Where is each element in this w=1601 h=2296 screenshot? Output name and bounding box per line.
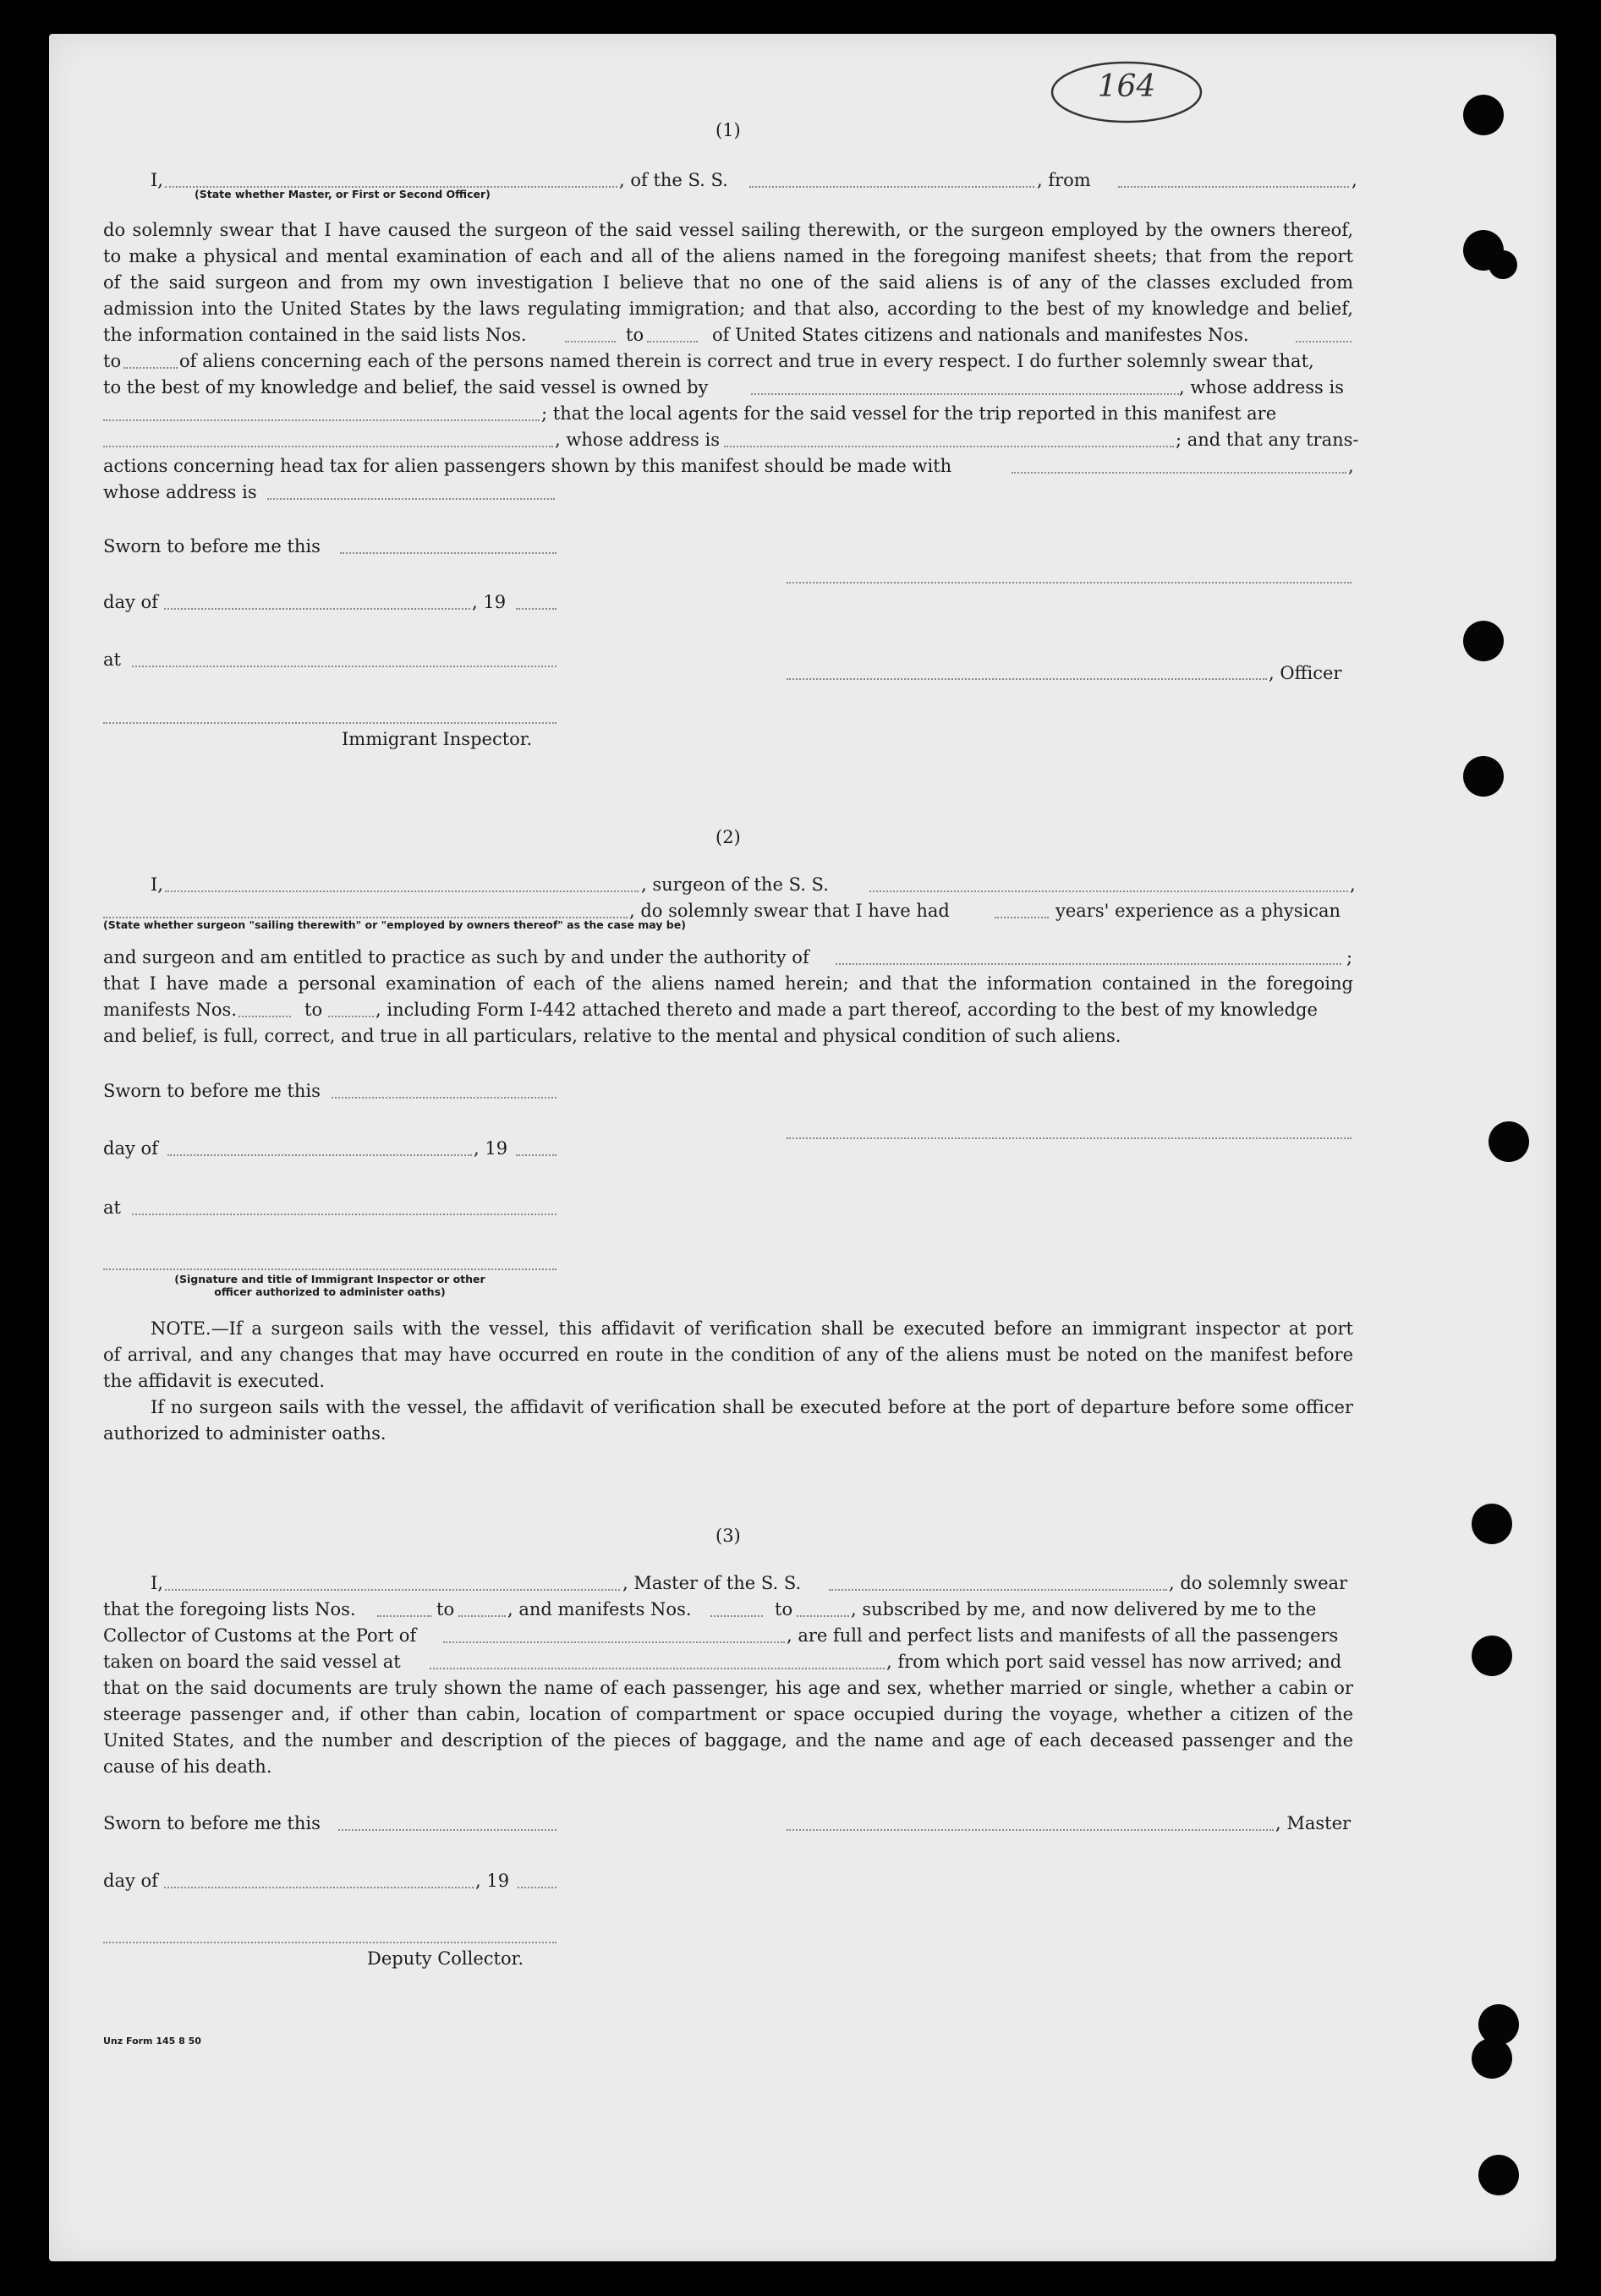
- s3-day-field: [164, 1887, 474, 1888]
- s3-day-of: day of: [103, 1871, 158, 1891]
- punch-hole: [1463, 95, 1504, 135]
- s1-year-field: [516, 608, 557, 610]
- s2-l1-i: I,: [151, 874, 163, 895]
- s1-sworn-field: [340, 552, 557, 554]
- s2-manifests-from-field: [239, 1016, 291, 1017]
- s3-l3-a: Collector of Customs at the Port of: [103, 1625, 417, 1646]
- s1-l8-b: , whose address is: [1179, 377, 1344, 397]
- s3-master: , Master: [1275, 1813, 1352, 1833]
- stamp-number: 164: [1097, 69, 1156, 104]
- s2-l5-b: to: [304, 1000, 323, 1020]
- s1-body-3: admission into the United States by the laws regulating immigration; and that also, according to the best of my knowledge and belief,: [103, 299, 1353, 319]
- s2-l2-b: years' experience as a physican: [1055, 901, 1341, 921]
- s3-lists-to-field: [458, 1615, 506, 1617]
- s3-collector-signature-field: [103, 1942, 557, 1943]
- s2-sig-note-2: officer authorized to administer oaths): [214, 1285, 446, 1298]
- s1-l11-a: actions concerning head tax for alien passengers shown by this manifest should be made with: [103, 456, 952, 476]
- s1-day-of: day of: [103, 592, 158, 612]
- manifests-nos-field: [1296, 341, 1352, 342]
- s2-l2-a: , do solemnly swear that I have had: [629, 901, 950, 921]
- s1-officer: , Officer: [1269, 663, 1342, 683]
- s1-at-field: [132, 666, 557, 667]
- s1-l7-a: to: [103, 351, 122, 371]
- note-line-2: the affidavit is executed.: [103, 1371, 326, 1391]
- s2-l1-surgeon: , surgeon of the S. S.: [641, 874, 829, 895]
- s3-manifests-from-field: [710, 1615, 763, 1617]
- s2-l5-c: , including Form I-442 attached thereto and made a part thereof, according to the best of my knowledge: [376, 1000, 1318, 1020]
- s3-master-signature-field: [787, 1829, 1274, 1831]
- master-officer-note: (State whether Master, or First or Second Officer): [195, 188, 491, 200]
- s2-nineteen: , 19: [474, 1138, 508, 1159]
- s1-sworn: Sworn to before me this: [103, 536, 321, 556]
- s3-l3-b: , are full and perfect lists and manifests of all the passengers: [787, 1625, 1339, 1646]
- s1-l6-c: of United States citizens and nationals and manifestes Nos.: [712, 325, 1249, 345]
- s2-sig-note-1: (Signature and title of Immigrant Inspector or other: [174, 1273, 485, 1285]
- s3-body-1: steerage passenger and, if other than cabin, location of compartment or space occupied during the voyage, whether a citizen of the: [103, 1704, 1353, 1724]
- s3-body-0: that on the said documents are truly shown the name of each passenger, his age and sex, whether married or single, whether a cabin or: [103, 1678, 1353, 1698]
- s1-l11-b: ,: [1348, 456, 1354, 476]
- s3-collector: Deputy Collector.: [367, 1948, 524, 1969]
- s1-l1-i: I,: [151, 170, 163, 190]
- s1-at: at: [103, 649, 121, 670]
- agents-field: [103, 446, 553, 447]
- s1-l7-b: of aliens concerning each of the persons named therein is correct and true in every respect. I do further solemnly swear that,: [179, 351, 1314, 371]
- s1-body-1: to make a physical and mental examination of each and all of the aliens named in the foregoing manifest sheets; that from the report: [103, 246, 1353, 266]
- s2-ship-name-field: [869, 890, 1348, 892]
- s1-l9-a: ; that the local agents for the said vessel for the trip reported in this manifest are: [541, 403, 1277, 424]
- s2-l3-a: and surgeon and am entitled to practice as such by and under the authority of: [103, 947, 809, 967]
- punch-hole: [1463, 756, 1504, 797]
- years-experience-field: [995, 917, 1049, 918]
- s2-at: at: [103, 1197, 121, 1218]
- head-tax-field: [1012, 472, 1346, 474]
- section-2-number: (2): [716, 827, 741, 847]
- note2-line-0: If no surgeon sails with the vessel, the affidavit of verification shall be executed before at the port of departure before some officer: [151, 1397, 1353, 1417]
- punch-hole: [1463, 621, 1504, 661]
- s3-l2-a: that the foregoing lists Nos.: [103, 1599, 356, 1619]
- s3-l1-master: , Master of the S. S.: [622, 1573, 802, 1593]
- s3-master-name-field: [165, 1589, 620, 1591]
- manifests-to-field: [123, 367, 178, 369]
- s2-l6: and belief, is full, correct, and true in all particulars, relative to the mental and physical condition of such aliens.: [103, 1026, 1121, 1046]
- s1-l8-a: to the best of my knowledge and belief, the said vessel is owned by: [103, 377, 709, 397]
- s1-body-0: do solemnly swear that I have caused the surgeon of the said vessel sailing therewith, or the surgeon employed by the owners thereof,: [103, 220, 1353, 240]
- note-line-0: NOTE.—If a surgeon sails with the vessel, this affidavit of verification shall be executed before an immigrant inspector at port: [151, 1318, 1353, 1339]
- punch-hole: [1489, 1121, 1529, 1162]
- punch-hole: [1489, 250, 1517, 279]
- s3-lists-from-field: [377, 1615, 431, 1617]
- s3-l2-d: to: [775, 1599, 793, 1619]
- form-footer: Unz Form 145 8 50: [103, 2036, 201, 2047]
- s1-l1-from: , from: [1037, 170, 1091, 190]
- note-line-1: of arrival, and any changes that may have occurred en route in the condition of any of the aliens must be noted on the manifest before: [103, 1345, 1353, 1365]
- punch-hole: [1472, 1636, 1512, 1676]
- s1-l6-a: the information contained in the said lists Nos.: [103, 325, 527, 345]
- lists-nos-from-field: [565, 341, 616, 342]
- s3-l4-b: , from which port said vessel has now arrived; and: [886, 1652, 1342, 1672]
- s3-sworn-field: [338, 1829, 557, 1831]
- ship-name-field: [749, 186, 1034, 188]
- from-port-field: [1118, 186, 1349, 188]
- authority-field: [836, 963, 1341, 965]
- s1-l1-ss: , of the S. S.: [619, 170, 728, 190]
- s2-l5-a: manifests Nos.: [103, 1000, 238, 1020]
- s3-manifests-to-field: [797, 1615, 849, 1617]
- port-field: [443, 1641, 785, 1643]
- s3-nineteen: , 19: [475, 1871, 510, 1891]
- s1-inspector-signature-field: [103, 722, 557, 724]
- s2-sworn-field: [332, 1097, 557, 1099]
- s3-l1-i: I,: [151, 1573, 163, 1593]
- s1-l1-end: ,: [1352, 170, 1357, 190]
- s1-nineteen: , 19: [472, 592, 507, 612]
- punch-hole: [1478, 2155, 1519, 2195]
- section-3-number: (3): [716, 1526, 741, 1546]
- owner-address-field: [103, 419, 540, 421]
- s2-l4: that I have made a personal examination of each of the aliens named herein; and that the information contained in the foregoing: [103, 973, 1353, 994]
- s1-officer-field: [787, 678, 1267, 680]
- s1-officer-signature-top: [787, 582, 1352, 584]
- s3-l8: cause of his death.: [103, 1756, 272, 1777]
- s2-l3-b: ;: [1346, 947, 1353, 967]
- boarding-port-field: [430, 1668, 885, 1669]
- s1-l10-a: , whose address is: [555, 430, 720, 450]
- s3-ship-name-field: [829, 1589, 1167, 1591]
- s1-body-2: of the said surgeon and from my own investigation I believe that no one of the said aliens is of any of the classes excluded from: [103, 272, 1353, 293]
- s3-l1-end: , do solemnly swear: [1169, 1573, 1348, 1593]
- s2-inspector-signature-field: [103, 1269, 557, 1270]
- s3-l4-a: taken on board the said vessel at: [103, 1652, 401, 1672]
- s1-inspector: Immigrant Inspector.: [342, 729, 533, 749]
- owner-field: [751, 393, 1179, 395]
- s3-sworn: Sworn to before me this: [103, 1813, 321, 1833]
- s3-year-field: [518, 1887, 557, 1888]
- surgeon-type-note: (State whether surgeon "sailing therewith" or "employed by owners thereof" as the case may be): [103, 918, 686, 931]
- s2-day-of: day of: [103, 1138, 158, 1159]
- s1-l10-b: ; and that any trans-: [1176, 430, 1359, 450]
- lists-nos-to-field: [647, 341, 698, 342]
- s2-surgeon-signature-field: [787, 1137, 1352, 1139]
- s3-body-2: United States, and the number and description of the pieces of baggage, and the name and age of each deceased passenger and the: [103, 1730, 1353, 1751]
- s2-day-field: [167, 1154, 472, 1156]
- s2-at-field: [132, 1214, 557, 1215]
- s2-manifests-to-field: [328, 1016, 374, 1017]
- s3-l2-c: , and manifests Nos.: [507, 1599, 692, 1619]
- punch-hole: [1472, 1504, 1512, 1544]
- punch-hole: [1472, 2038, 1512, 2079]
- s1-l6-b: to: [626, 325, 644, 345]
- s2-sworn: Sworn to before me this: [103, 1081, 321, 1101]
- s1-l12-a: whose address is: [103, 482, 257, 502]
- page-number-stamp: [1047, 58, 1206, 127]
- agents-address-field: [724, 446, 1174, 447]
- note2-line-1: authorized to administer oaths.: [103, 1423, 387, 1444]
- s1-day-field: [164, 608, 470, 610]
- head-tax-address-field: [267, 498, 555, 500]
- s3-l2-b: to: [436, 1599, 455, 1619]
- surgeon-name-field: [165, 890, 639, 892]
- s2-l1-end: ,: [1350, 874, 1356, 895]
- section-1-number: (1): [716, 120, 741, 140]
- s3-l2-e: , subscribed by me, and now delivered by me to the: [851, 1599, 1317, 1619]
- s2-year-field: [516, 1154, 557, 1156]
